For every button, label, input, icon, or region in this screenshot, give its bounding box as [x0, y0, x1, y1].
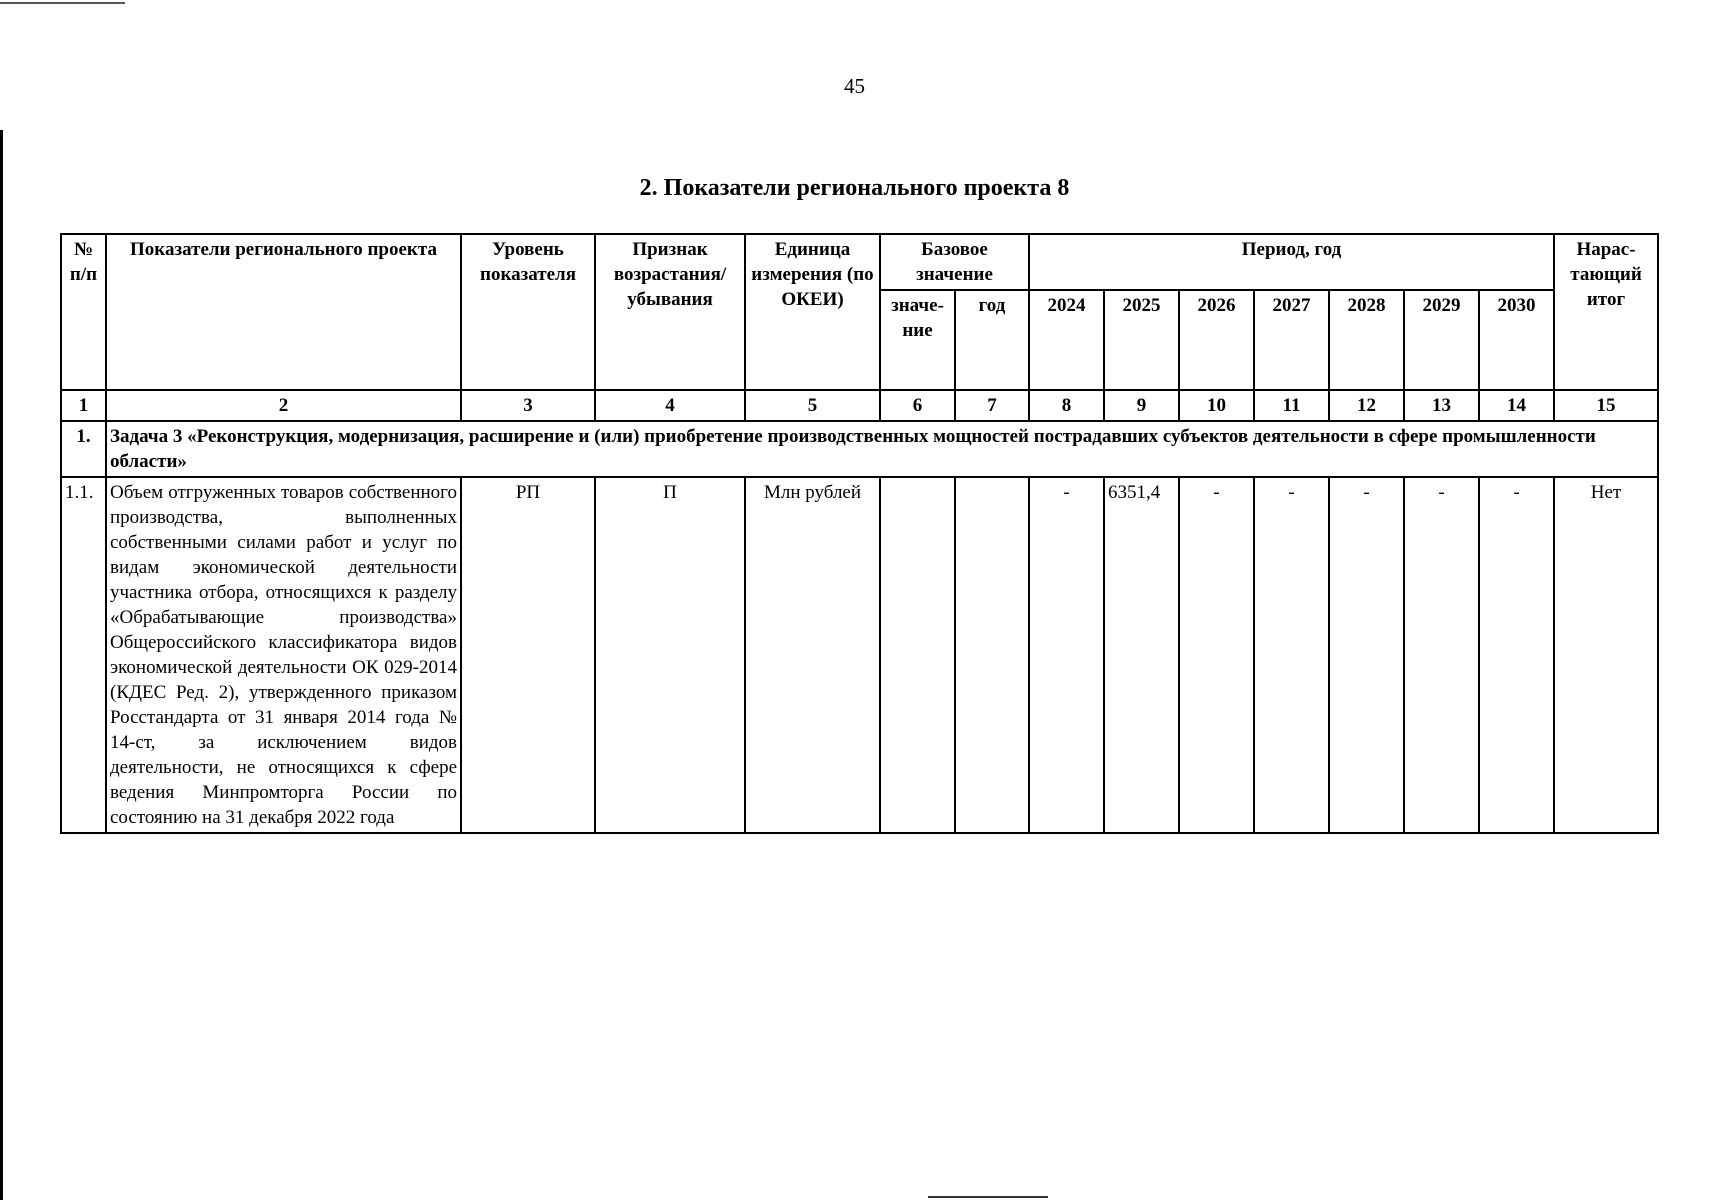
column-number: 1 [61, 390, 106, 421]
header-trend: Признак возрастания/ убывания [595, 234, 745, 390]
column-number: 7 [955, 390, 1029, 421]
page-number: 45 [844, 74, 865, 98]
header-year: 2024 [1029, 290, 1104, 390]
column-number: 2 [106, 390, 461, 421]
scan-left-border [0, 130, 3, 1200]
header-no: № п/п [61, 234, 106, 390]
indicator-name: Объем отгруженных товаров собственного производства, выполненных собственными силами работ и услуг по видам экономической деятельности участника отбора, относящихся к разделу «Обрабатывающие производства» Общероссийского классификатора видов экономической деятельности ОК 029-2014 (КДЕС Ред. 2), утвержденного приказом Росстандарта от 31 января 2014 года № 14-ст, за исключением видов деятельности, не относящихся к сфере ведения Минпромторга России по состоянию на 31 декабря 2022 года [106, 477, 461, 833]
document-title: 2. Показатели регионального проекта 8 [639, 175, 1070, 201]
column-number: 8 [1029, 390, 1104, 421]
header-base-year: год [955, 290, 1029, 390]
header-year: 2030 [1479, 290, 1554, 390]
scan-edge-mark [0, 2, 125, 4]
column-number: 5 [745, 390, 880, 421]
header-year: 2026 [1179, 290, 1254, 390]
column-number: 11 [1254, 390, 1329, 421]
indicator-level: РП [461, 477, 595, 833]
task-number: 1. [61, 421, 106, 477]
year-value-cell: - [1179, 477, 1254, 833]
header-base: Базовое значение [880, 234, 1029, 290]
year-value-cell: 6351,4 [1104, 477, 1179, 833]
header-level: Уровень показателя [461, 234, 595, 390]
base-value-cell [880, 477, 955, 833]
year-value-cell: - [1479, 477, 1554, 833]
header-year: 2029 [1404, 290, 1479, 390]
year-value-cell: - [1404, 477, 1479, 833]
header-row-1 [61, 234, 1658, 290]
header-year: 2025 [1104, 290, 1179, 390]
column-number: 3 [461, 390, 595, 421]
indicator-trend: П [595, 477, 745, 833]
column-number: 12 [1329, 390, 1404, 421]
column-number-row [61, 390, 1658, 421]
header-cumulative: Нарас-тающий итог [1554, 234, 1658, 390]
year-value-cell: - [1254, 477, 1329, 833]
column-number: 10 [1179, 390, 1254, 421]
indicator-unit: Млн рублей [745, 477, 880, 833]
header-year: 2027 [1254, 290, 1329, 390]
year-value-cell: - [1329, 477, 1404, 833]
row-number: 1.1. [61, 477, 106, 833]
column-number: 15 [1554, 390, 1658, 421]
task-title: Задача 3 «Реконструкция, модернизация, расширение и (или) приобретение производственных мощностей пострадавших субъектов деятельности в сфере промышленности области» [106, 421, 1658, 477]
base-year-cell [955, 477, 1029, 833]
header-indicator: Показатели регионального проекта [106, 234, 461, 390]
year-value-cell: - [1029, 477, 1104, 833]
header-period: Период, год [1029, 234, 1554, 290]
column-number: 9 [1104, 390, 1179, 421]
header-year: 2028 [1329, 290, 1404, 390]
column-number: 4 [595, 390, 745, 421]
column-number: 13 [1404, 390, 1479, 421]
column-number: 6 [880, 390, 955, 421]
column-number: 14 [1479, 390, 1554, 421]
cumulative-cell: Нет [1554, 477, 1658, 833]
task-row [61, 421, 1658, 477]
indicators-table [60, 233, 1659, 834]
table-row [61, 477, 1658, 833]
header-unit: Единица измерения (по ОКЕИ) [745, 234, 880, 390]
header-base-value: значе-ние [880, 290, 955, 390]
scan-bottom-mark [928, 1196, 1048, 1198]
